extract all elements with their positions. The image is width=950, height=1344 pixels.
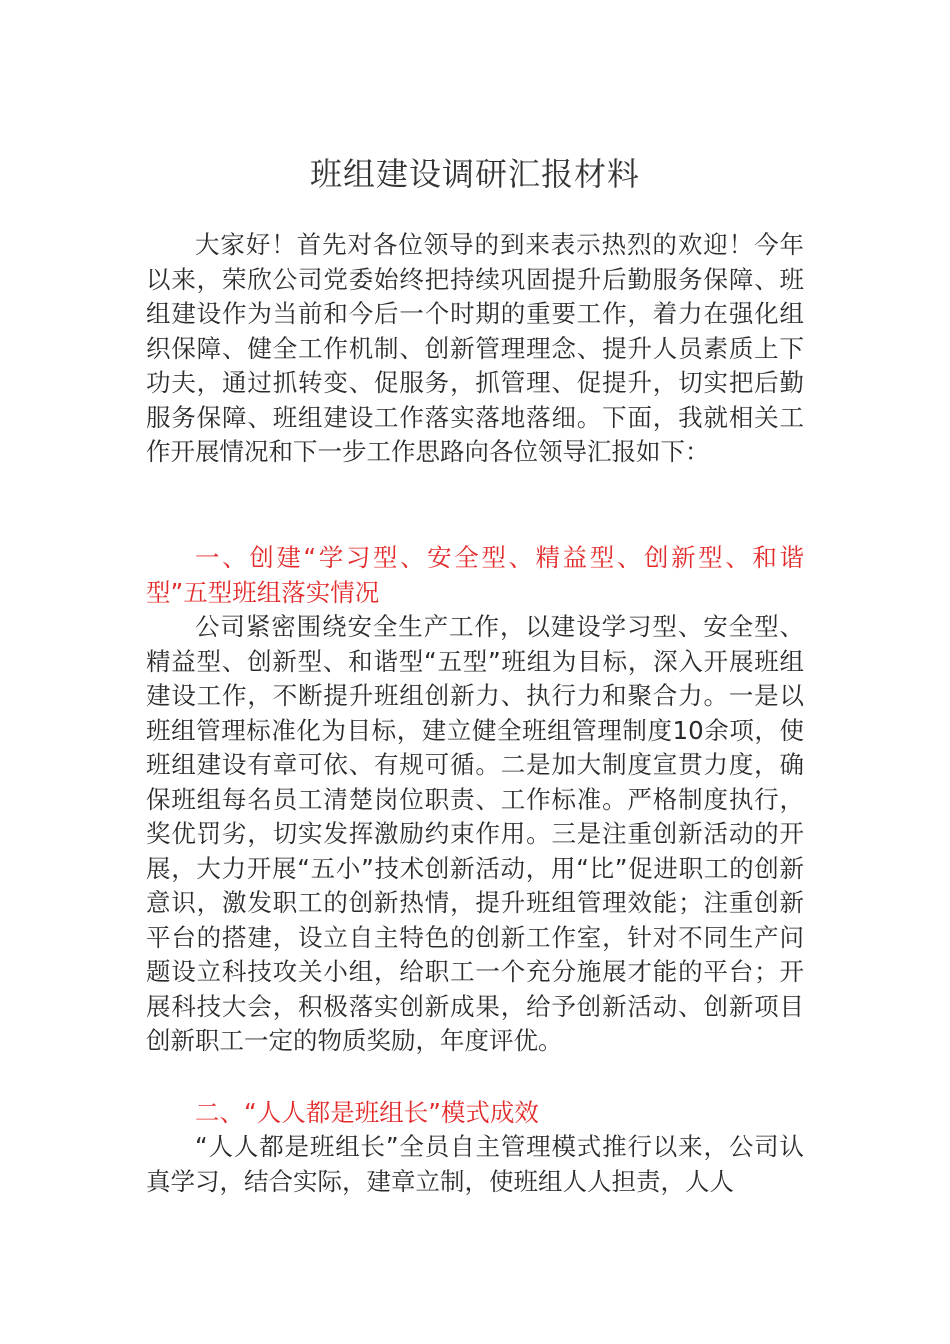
section-1-heading: 一、创建“学习型、安全型、精益型、创新型、和谐型”五型班组落实情况	[146, 543, 804, 607]
intro-paragraph: 大家好！首先对各位领导的到来表示热烈的欢迎！今年以来，荣欣公司党委始终把持续巩固提升后勤服务保障、班组建设作为当前和今后一个时期的重要工作，着力在强化组织保障、健全工作机制、创新管理理念、提升人员素质上下功夫，通过抓转变、促服务，抓管理、促提升，切实把后勤服务保障、班组建设工作落实落地落细。下面，我就相关工作开展情况和下一步工作思路向各位领导汇报如下：	[146, 230, 804, 466]
section-1-paragraph: 公司紧密围绕安全生产工作，以建设学习型、安全型、精益型、创新型、和谐型“五型”班组为目标，深入开展班组建设工作，不断提升班组创新力、执行力和聚合力。一是以班组管理标准化为目标，建立健全班组管理制度10余项，使班组建设有章可依、有规可循。二是加大制度宣贯力度，确保班组每名员工清楚岗位职责、工作标准。严格制度执行，奖优罚劣，切实发挥激励约束作用。三是注重创新活动的开展，大力开展“五小”技术创新活动，用“比”促进职工的创新意识，激发职工的创新热情，提升班组管理效能；注重创新平台的搭建，设立自主特色的创新工作室，针对不同生产问题设立科技攻关小组，给职工一个充分施展才能的平台；开展科技大会，积极落实创新成果，给予创新活动、创新项目创新职工一定的物质奖励，年度评优。	[146, 612, 804, 1055]
section-2-heading: 二、“人人都是班组长”模式成效	[195, 1098, 539, 1127]
document-title: 班组建设调研汇报材料	[309, 155, 640, 193]
section-2-paragraph: “人人都是班组长”全员自主管理模式推行以来，公司认真学习，结合实际，建章立制，使班组人人担责，人人	[146, 1132, 804, 1196]
